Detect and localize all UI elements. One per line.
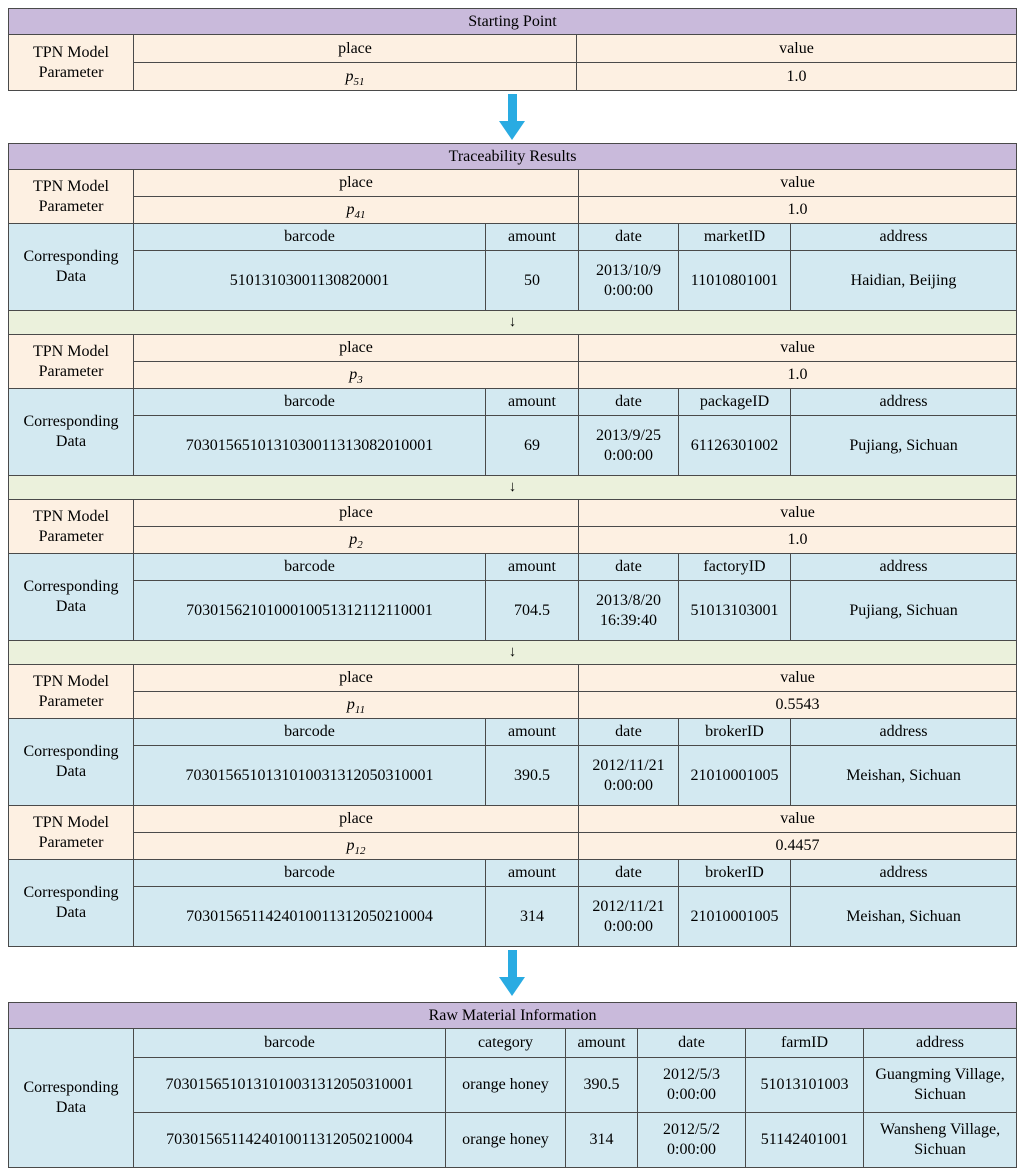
place-subscript: 41 [354, 209, 366, 222]
param-value-row [9, 197, 1017, 224]
barcode-cell: 7030156510131010031312050310001 [134, 746, 486, 806]
param-label: TPN Model Parameter [9, 35, 134, 91]
address-cell: Wansheng Village, Sichuan [864, 1113, 1017, 1168]
address-cell: Guangming Village, Sichuan [864, 1058, 1017, 1113]
data-label: Corresponding Data [9, 554, 134, 641]
raw-material-title-row [9, 1003, 1017, 1029]
date-cell: 2012/11/21 0:00:00 [579, 887, 679, 947]
param-header-row [9, 335, 1017, 362]
place-subscript: 11 [354, 704, 366, 717]
amount-header: amount [486, 860, 579, 887]
starting-point-header-row [9, 35, 1017, 63]
starting-point-title: Starting Point [9, 9, 1017, 35]
arrow-head [499, 977, 525, 996]
id-header: packageID [679, 389, 791, 416]
date-cell: 2012/5/3 0:00:00 [638, 1058, 746, 1113]
down-arrow-glyph: ↓ [9, 311, 1017, 335]
value-header: value [577, 35, 1017, 63]
address-header: address [791, 860, 1017, 887]
address-header: address [791, 719, 1017, 746]
data-header-row [9, 224, 1017, 251]
starting-point-value-row [9, 63, 1017, 91]
date-cell: 2013/9/25 0:00:00 [579, 416, 679, 476]
data-header-row [9, 719, 1017, 746]
category-cell: orange honey [446, 1113, 566, 1168]
amount-header: amount [486, 554, 579, 581]
amount-cell: 50 [486, 251, 579, 311]
param-header-row [9, 665, 1017, 692]
down-arrow-glyph: ↓ [9, 476, 1017, 500]
address-header: address [791, 389, 1017, 416]
data-label: Corresponding Data [9, 224, 134, 311]
starting-point-title-row [9, 9, 1017, 35]
id-cell: 11010801001 [679, 251, 791, 311]
data-label: Corresponding Data [9, 1029, 134, 1168]
arrow-shaft [508, 94, 517, 121]
barcode-header: barcode [134, 719, 486, 746]
value-value-cell: 1.0 [579, 362, 1017, 389]
place-symbol: p [345, 67, 354, 85]
starting-point-table [8, 8, 1017, 91]
barcode-cell: 7030156210100010051312112110001 [134, 581, 486, 641]
date-header: date [579, 554, 679, 581]
date-cell: 2012/5/2 0:00:00 [638, 1113, 746, 1168]
data-header-row [9, 860, 1017, 887]
param-label: TPN Model Parameter [9, 170, 134, 224]
address-header: address [791, 554, 1017, 581]
flow-down-arrow [8, 91, 1016, 143]
date-header: date [579, 224, 679, 251]
value-header: value [579, 665, 1017, 692]
arrow-row [9, 641, 1017, 665]
address-cell: Meishan, Sichuan [791, 887, 1017, 947]
param-value-row [9, 833, 1017, 860]
param-value-row [9, 692, 1017, 719]
data-label: Corresponding Data [9, 389, 134, 476]
value-header: value [579, 170, 1017, 197]
barcode-cell: 7030156510131030011313082010001 [134, 416, 486, 476]
id-header: brokerID [679, 860, 791, 887]
place-symbol: p [349, 366, 358, 383]
date-cell: 2013/8/20 16:39:40 [579, 581, 679, 641]
category-cell: orange honey [446, 1058, 566, 1113]
place-header: place [134, 335, 579, 362]
id-cell: 61126301002 [679, 416, 791, 476]
place-symbol: p [346, 201, 355, 218]
value-header: value [579, 335, 1017, 362]
traceability-table [8, 143, 1017, 947]
traceability-title-row [9, 144, 1017, 170]
value-header: value [579, 500, 1017, 527]
place-value-cell [134, 362, 579, 389]
place-symbol: p [346, 696, 355, 713]
arrow-shaft [508, 950, 517, 977]
date-cell: 2013/10/9 0:00:00 [579, 251, 679, 311]
place-header: place [134, 35, 577, 63]
amount-header: amount [486, 224, 579, 251]
place-value-cell [134, 197, 579, 224]
raw-data-row [9, 1113, 1017, 1168]
amount-cell: 314 [486, 887, 579, 947]
data-header-row [9, 389, 1017, 416]
value-value-cell: 1.0 [579, 197, 1017, 224]
param-label: TPN Model Parameter [9, 806, 134, 860]
value-header: value [579, 806, 1017, 833]
amount-header: amount [566, 1029, 638, 1058]
place-header: place [134, 170, 579, 197]
date-header: date [579, 719, 679, 746]
date-header: date [579, 389, 679, 416]
param-value-row [9, 527, 1017, 554]
data-label: Corresponding Data [9, 860, 134, 947]
barcode-header: barcode [134, 860, 486, 887]
param-value-row [9, 362, 1017, 389]
farmid-cell: 51142401001 [746, 1113, 864, 1168]
flow-down-arrow [8, 947, 1016, 1002]
place-symbol: p [349, 531, 358, 548]
address-cell: Pujiang, Sichuan [791, 581, 1017, 641]
date-cell: 2012/11/21 0:00:00 [579, 746, 679, 806]
date-header: date [638, 1029, 746, 1058]
address-cell: Meishan, Sichuan [791, 746, 1017, 806]
data-header-row [9, 554, 1017, 581]
id-cell: 21010001005 [679, 746, 791, 806]
amount-header: amount [486, 389, 579, 416]
place-value-cell [134, 692, 579, 719]
barcode-header: barcode [134, 389, 486, 416]
data-label: Corresponding Data [9, 719, 134, 806]
data-value-row [9, 251, 1017, 311]
arrow-row [9, 476, 1017, 500]
place-subscript: 3 [357, 374, 363, 387]
id-cell: 51013103001 [679, 581, 791, 641]
barcode-cell: 7030156511424010011312050210004 [134, 887, 486, 947]
place-header: place [134, 500, 579, 527]
data-value-row [9, 581, 1017, 641]
raw-material-title: Raw Material Information [9, 1003, 1017, 1029]
barcode-cell: 7030156510131010031312050310001 [134, 1058, 446, 1113]
date-header: date [579, 860, 679, 887]
place-subscript: 12 [354, 845, 366, 858]
place-subscript: 51 [353, 75, 365, 88]
place-value-cell [134, 833, 579, 860]
barcode-cell: 51013103001130820001 [134, 251, 486, 311]
id-cell: 21010001005 [679, 887, 791, 947]
farmid-header: farmID [746, 1029, 864, 1058]
raw-header-row [9, 1029, 1017, 1058]
raw-material-table [8, 1002, 1017, 1168]
id-header: brokerID [679, 719, 791, 746]
place-value-cell [134, 63, 577, 91]
data-value-row [9, 416, 1017, 476]
param-label: TPN Model Parameter [9, 335, 134, 389]
place-symbol: p [346, 837, 355, 854]
param-header-row [9, 806, 1017, 833]
address-cell: Haidian, Beijing [791, 251, 1017, 311]
param-header-row [9, 500, 1017, 527]
arrow-row [9, 311, 1017, 335]
amount-cell: 390.5 [486, 746, 579, 806]
value-value-cell: 1.0 [579, 527, 1017, 554]
data-value-row [9, 887, 1017, 947]
barcode-header: barcode [134, 554, 486, 581]
place-value-cell [134, 527, 579, 554]
barcode-header: barcode [134, 1029, 446, 1058]
amount-cell: 704.5 [486, 581, 579, 641]
value-value-cell: 0.5543 [579, 692, 1017, 719]
raw-data-row [9, 1058, 1017, 1113]
place-subscript: 2 [357, 539, 363, 552]
amount-header: amount [486, 719, 579, 746]
param-label: TPN Model Parameter [9, 665, 134, 719]
amount-cell: 314 [566, 1113, 638, 1168]
id-header: factoryID [679, 554, 791, 581]
value-value-cell: 0.4457 [579, 833, 1017, 860]
address-cell: Pujiang, Sichuan [791, 416, 1017, 476]
place-header: place [134, 665, 579, 692]
traceability-title: Traceability Results [9, 144, 1017, 170]
param-header-row [9, 170, 1017, 197]
down-arrow-glyph: ↓ [9, 641, 1017, 665]
category-header: category [446, 1029, 566, 1058]
address-header: address [791, 224, 1017, 251]
data-value-row [9, 746, 1017, 806]
param-label: TPN Model Parameter [9, 500, 134, 554]
arrow-head [499, 121, 525, 140]
barcode-header: barcode [134, 224, 486, 251]
value-value-cell: 1.0 [577, 63, 1017, 91]
amount-cell: 69 [486, 416, 579, 476]
place-header: place [134, 806, 579, 833]
address-header: address [864, 1029, 1017, 1058]
farmid-cell: 51013101003 [746, 1058, 864, 1113]
barcode-cell: 7030156511424010011312050210004 [134, 1113, 446, 1168]
id-header: marketID [679, 224, 791, 251]
amount-cell: 390.5 [566, 1058, 638, 1113]
